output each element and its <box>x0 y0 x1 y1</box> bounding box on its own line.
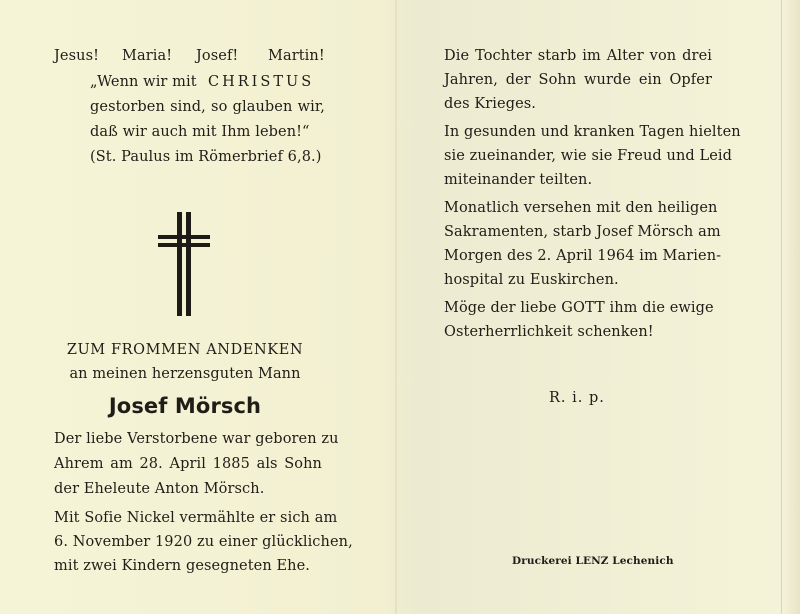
quote-source: (St. Paulus im Römerbrief 6,8.) <box>90 149 322 165</box>
quote-christus: CHRISTUS <box>208 74 315 90</box>
bio-line-2: Ahrem am 28. April 1885 als Sohn <box>54 456 322 472</box>
memorial-heading: ZUM FROMMEN ANDENKEN <box>66 342 304 358</box>
printer-imprint: Druckerei LENZ Lechenich <box>512 555 674 567</box>
right-line-5: sie zueinander, wie sie Freud und Leid <box>444 148 733 164</box>
right-line-8: Sakramenten, starb Josef Mörsch am <box>444 224 721 240</box>
right-line-10: hospital zu Euskirchen. <box>444 272 619 288</box>
right-line-6: miteinander teilten. <box>444 172 593 188</box>
bio-line-6: mit zwei Kindern gesegneten Ehe. <box>54 558 311 574</box>
quote-line-1: „Wenn wir mit <box>90 74 197 90</box>
quote-line-3: daß wir auch mit Ihm leben!“ <box>90 124 310 140</box>
deceased-name: Josef Mörsch <box>108 394 262 418</box>
right-line-1: Die Tochter starb im Alter von drei <box>444 48 712 64</box>
quote-line-2: gestorben sind, so glauben wir, <box>90 99 325 115</box>
right-panel <box>397 0 782 614</box>
right-line-12: Osterherrlichkeit schenken! <box>444 324 654 340</box>
right-line-3: des Krieges. <box>444 96 537 112</box>
rip-text: R. i. p. <box>549 390 605 406</box>
left-panel <box>0 0 395 614</box>
right-line-7: Monatlich versehen mit den heiligen <box>444 200 718 216</box>
bio-line-1: Der liebe Verstorbene war geboren zu <box>54 431 339 447</box>
bio-line-4: Mit Sofie Nickel vermählte er sich am <box>54 510 338 526</box>
invocation-jesus: Jesus! <box>54 48 100 64</box>
cross-icon <box>158 212 218 316</box>
right-line-9: Morgen des 2. April 1964 im Marien- <box>444 248 722 264</box>
invocation-martin: Martin! <box>268 48 325 64</box>
invocation-maria: Maria! <box>122 48 173 64</box>
bio-line-5: 6. November 1920 zu einer glücklichen, <box>54 534 353 550</box>
right-line-2: Jahren, der Sohn wurde ein Opfer <box>444 72 712 88</box>
card-edge <box>781 0 800 614</box>
right-line-4: In gesunden und kranken Tagen hielten <box>444 124 741 140</box>
bio-line-3: der Eheleute Anton Mörsch. <box>54 481 265 497</box>
memorial-subheading: an meinen herzensguten Mann <box>69 366 301 382</box>
right-line-11: Möge der liebe GOTT ihm die ewige <box>444 300 714 316</box>
invocation-josef: Josef! <box>196 48 239 64</box>
